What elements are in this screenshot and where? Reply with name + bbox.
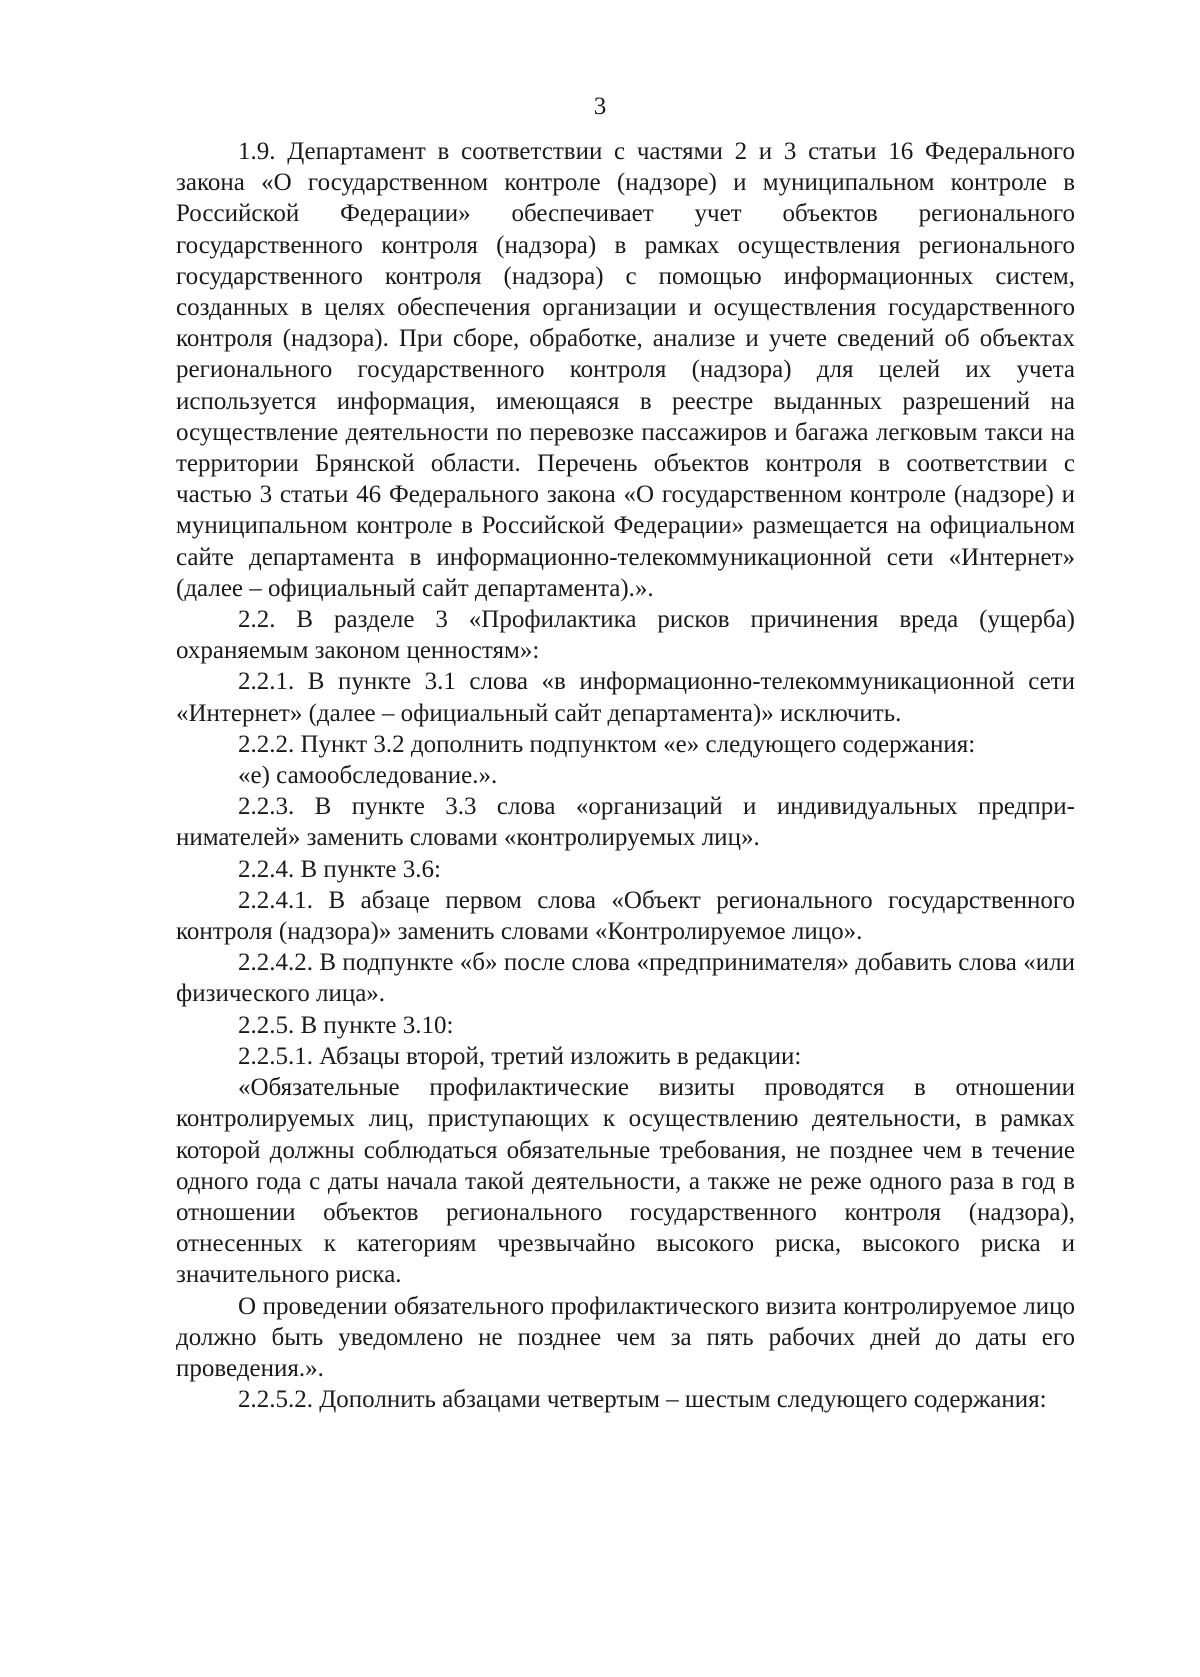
paragraph-2-2-1: 2.2.1. В пункте 3.1 слова «в информационно-телекоммуникационной сети «Интернет» (далее – официальный сайт департамента)» исключить. [176, 668, 1075, 727]
paragraph-1-9: 1.9. Департамент в соответствии с частями 2 и 3 статьи 16 Федерального закона «О государственном контроле (надзоре) и муниципальном контроле в Российской Федерации» обеспечивает учет объектов регионального государственного контроля (надзора) в рамках осуществления регионального государственного контроля (надзора) с помощью информационных систем, созданных в целях обеспечения организации и осуществления государственного контроля (надзора). При сборе, обработке, анализе и учете сведений об объектах регионального государственного контроля (надзора) для целей их учета используется информация, имеющаяся в реестре выданных разрешений на осуществление деятельности по перевозке пассажиров и багажа легковым такси на территории Брянской области. Перечень объектов контроля в соответствии с частью 3 статьи 46 Федерального закона «О государственном контроле (надзоре) и муниципальном контроле в Российской Федерации» размещается на официальном сайте департамента в информационно-телекоммуникационной сети «Интернет» (далее – официальный сайт департамента).». [176, 138, 1075, 602]
paragraph-visit-notice: О проведении обязательного профилактического визита контролируемое лицо должно быть уведомлено не позднее чем за пять рабочих дней до даты его проведения.». [176, 1292, 1075, 1382]
page-number: 3 [593, 93, 607, 120]
paragraph-2-2-2: 2.2.2. Пункт 3.2 дополнить подпунктом «е» следующего содержания: [238, 730, 976, 758]
paragraph-2-2-5-2: 2.2.5.2. Дополнить абзацами четвертым – шестым следующего содержания: [238, 1386, 1047, 1414]
paragraph-2-2-5-1: 2.2.5.1. Абзацы второй, третий изложить в редакции: [238, 1042, 802, 1070]
document-body [176, 136, 1075, 1415]
paragraph-2-2-3: 2.2.3. В пункте 3.3 слова «организаций и индивидуальных предпринимателей» заменить словами «контролируемых лиц». [176, 793, 1075, 852]
paragraph-mandatory-visits: «Обязательные профилактические визиты проводятся в отношении контролируемых лиц, приступающих к осуществлению деятельности, в рамках которой должны соблюдаться обязательные требования, не позднее чем в течение одного года с даты начала такой деятельности, а также не реже одного раза в год в отношении объектов регионального государственного контроля (надзора), отнесенных к категориям чрезвычайно высокого риска, высокого риска и значительного риска. [176, 1074, 1075, 1289]
paragraph-2-2: 2.2. В разделе 3 «Профилактика рисков причинения вреда (ущерба) охраняемым законом ценностям»: [176, 606, 1075, 665]
paragraph-2-2-5: 2.2.5. В пункте 3.10: [238, 1011, 454, 1039]
paragraph-2-2-4: 2.2.4. В пункте 3.6: [238, 855, 441, 883]
paragraph-2-2-4-1: 2.2.4.1. В абзаце первом слова «Объект регионального государственного контроля (надзора)» заменить словами «Контролируемое лицо». [176, 886, 1075, 946]
paragraph-subitem-e: «е) самообследование.». [238, 762, 498, 790]
paragraph-2-2-4-2: 2.2.4.2. В подпункте «б» после слова «предпринимателя» добавить слова «или физического лица». [176, 949, 1075, 1008]
